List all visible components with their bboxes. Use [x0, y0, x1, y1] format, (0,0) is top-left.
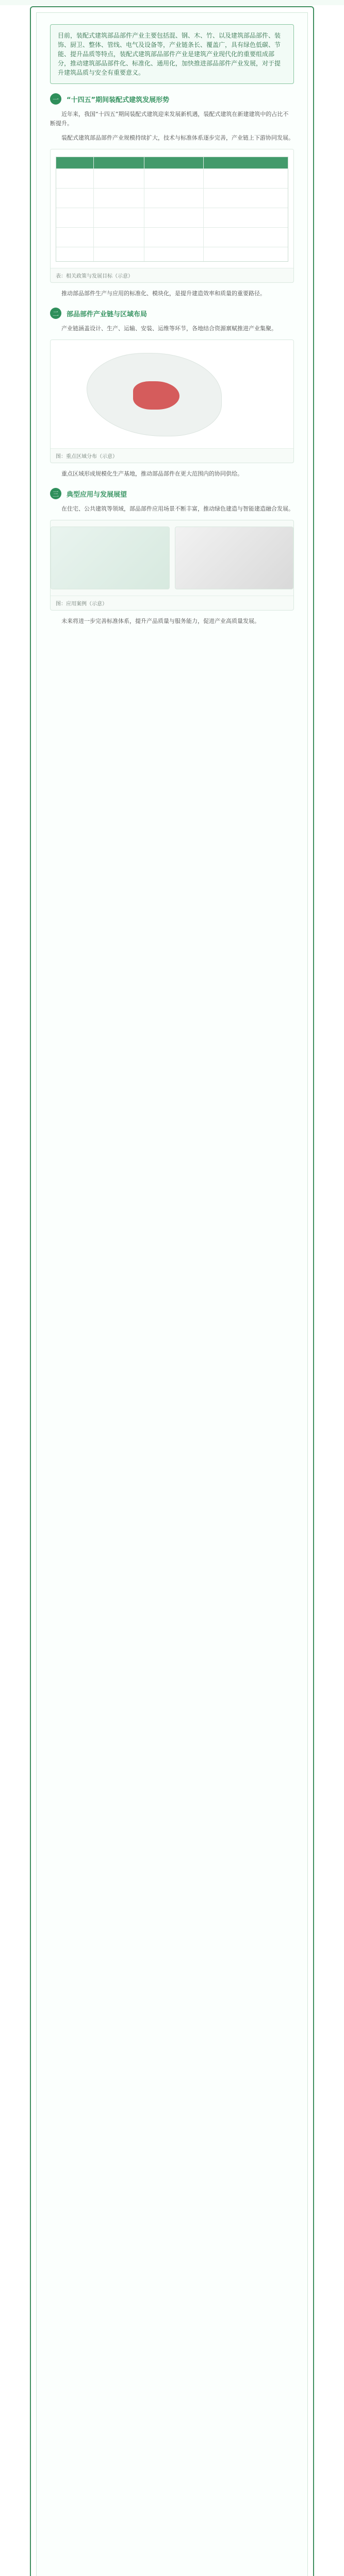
map-caption: 图：重点区域分布（示意） [51, 448, 293, 463]
section-1-paragraph-1: 近年来，我国“十四五”期间装配式建筑迎来发展新机遇，装配式建筑在新建建筑中的占比不断提升。 [50, 111, 289, 127]
content-inner [36, 12, 308, 2576]
content [37, 13, 307, 632]
policy-table [51, 149, 293, 268]
table-header [56, 157, 288, 168]
section-3-badge: 三 [50, 488, 61, 499]
table-row-line [56, 168, 288, 169]
section-2-header [50, 308, 294, 319]
table-row-line [56, 188, 288, 189]
section-1-badge: 一 [50, 93, 61, 105]
policy-table-caption: 表：相关政策与发展目标（示意） [51, 268, 293, 282]
photo-figure [50, 520, 294, 611]
intro-box [50, 24, 294, 84]
table-row-line [56, 227, 288, 228]
section-1-title: “十四五”期间装配式建筑发展形势 [67, 96, 170, 104]
section-1-paragraph-2: 装配式建筑部品部件产业规模持续扩大，技术与标准体系逐步完善，产业链上下游协同发展。 [61, 134, 294, 141]
section-2 [50, 308, 294, 479]
photo-caption: 图：应用案例（示意） [51, 596, 293, 610]
map-figure [50, 340, 294, 463]
table-col-line [93, 157, 94, 261]
section-2-badge: 二 [50, 308, 61, 319]
intro-text: 目前，装配式建筑部品部件产业主要包括混、钢、木、竹、以及建筑部品部件、装饰、厨卫、整体、管线、电气及设备等，产业链条长、覆盖广，具有绿色低碳、节能、提升品质等特点，装配式建筑部品部件产业是建筑产业现代化的重要组成部分，推动建筑部品部件化、标准化、通用化，加快推进部品部件产业发展，对于提升建筑品质与安全有重要意义。 [58, 32, 281, 76]
policy-table-figure [50, 149, 294, 283]
section-2-title: 部品部件产业链与区域布局 [67, 310, 148, 318]
table-col-line [203, 157, 204, 261]
china-map [51, 340, 293, 448]
section-2-paragraph-1: 产业链涵盖设计、生产、运输、安装、运维等环节，各地结合资源禀赋推进产业集聚。 [61, 325, 277, 332]
photo-row [51, 527, 293, 589]
table-grid [56, 157, 288, 262]
section-3 [50, 488, 294, 626]
section-3-title: 典型应用与发展展望 [67, 490, 127, 499]
section-2-paragraph-2: 重点区域形成规模化生产基地，推动部品部件在更大范围内的协同供给。 [61, 470, 243, 477]
photo-2 [175, 527, 294, 589]
section-3-paragraph-2: 未来将进一步完善标准体系，提升产品质量与服务能力，促进产业高质量发展。 [61, 618, 260, 624]
content-frame [30, 6, 314, 2576]
section-1-paragraph-3: 推动部品部件生产与应用的标准化、模块化，是提升建造效率和质量的重要路径。 [61, 290, 266, 297]
section-3-paragraph-1: 在住宅、公共建筑等领域，部品部件应用场景不断丰富，推动绿色建造与智能建造融合发展。 [61, 505, 294, 512]
section-1 [50, 93, 294, 298]
top-decoration [0, 0, 344, 5]
section-1-header [50, 93, 294, 105]
spacer [50, 631, 294, 632]
section-3-header [50, 488, 294, 499]
photo-1 [51, 527, 170, 589]
map-highlight-region [133, 381, 179, 410]
